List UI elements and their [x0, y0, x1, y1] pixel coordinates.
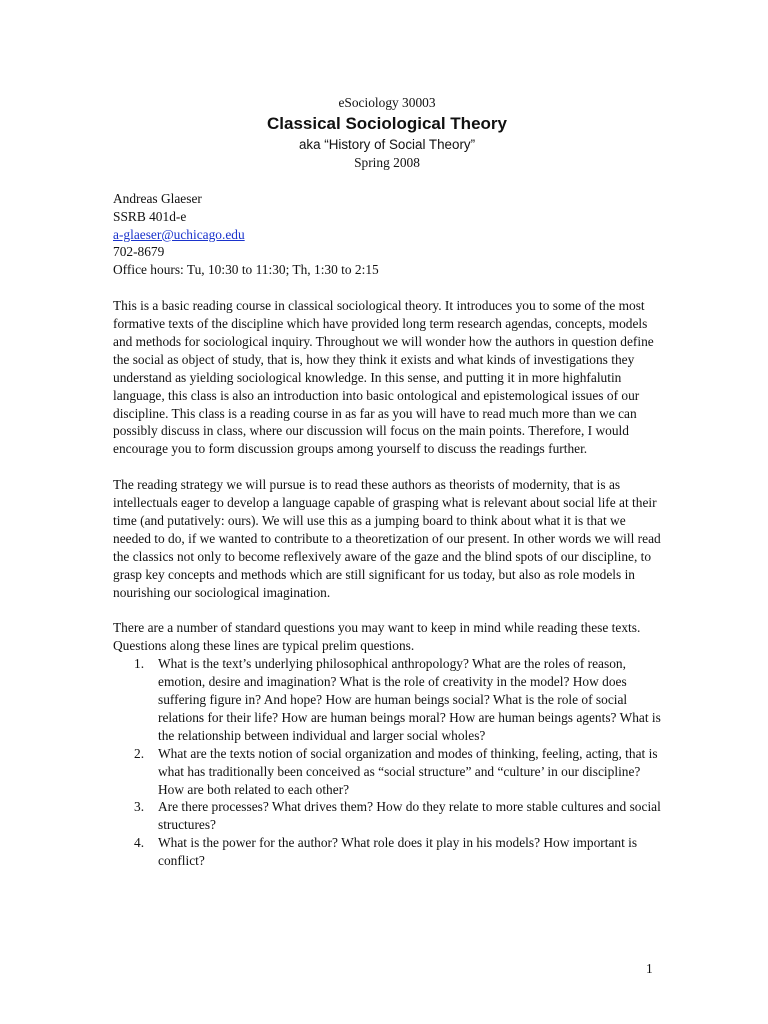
spacer	[113, 279, 661, 297]
list-item	[113, 655, 661, 745]
list-item-text: Are there processes? What drives them? How do they relate to more stable cultures and social structures?	[158, 799, 661, 833]
question-list	[113, 655, 661, 870]
spacer	[113, 602, 661, 620]
spacer	[113, 458, 661, 476]
course-term: Spring 2008	[354, 154, 420, 170]
course-code: eSociology 30003	[338, 95, 436, 110]
instructor-name: Andreas Glaeser	[113, 190, 202, 206]
instructor-email-link[interactable]: a-glaeser@uchicago.edu	[113, 226, 245, 242]
document-body	[113, 94, 661, 870]
list-item	[113, 798, 661, 834]
list-item-text: What is the text’s underlying philosophical anthropology? What are the roles of reason, emotion, desire and imagination? What is the role of creativity in the model? How does suffering figure in? And hope? How are human beings social? What is the role of social relations for their life? How are human beings moral? How are human beings agents? What is the relationship between individual and larger social wholes?	[158, 656, 661, 743]
instructor-phone: 702-8679	[113, 244, 165, 260]
list-item-text: What is the power for the author? What role does it play in his models? How important is conflict?	[158, 835, 638, 869]
page-number: 1	[646, 961, 653, 976]
course-title: Classical Sociological Theory	[267, 113, 507, 133]
list-item-text: What are the texts notion of social organization and modes of thinking, feeling, acting, that is what has traditionally been conceived as “social structure” and “culture’ in our discipline? How are both related to each other?	[158, 745, 658, 797]
spacer	[113, 172, 661, 190]
list-item-number: 4.	[134, 835, 145, 851]
list-item-number: 1.	[134, 656, 145, 672]
instructor-office: SSRB 401d-e	[113, 208, 187, 224]
list-item	[113, 834, 661, 870]
course-aka: aka “History of Social Theory”	[298, 136, 476, 152]
instructor-block	[113, 190, 661, 280]
list-item	[113, 745, 661, 799]
list-item-number: 3.	[134, 799, 145, 815]
instructor-office-hours: Office hours: Tu, 10:30 to 11:30; Th, 1:30 to 2:15	[113, 262, 379, 278]
paragraph-intro: This is a basic reading course in classical sociological theory. It introduces you to some of the most formative texts of the discipline which have provided long term research agendas, concepts, models and methods for sociological inquiry. Throughout we will wonder how the authors in question define the social as object of study, that is, how they think it exists and what kinds of investigations they understand as yielding sociological knowledge. In this sense, and putting it in more highfalutin language, this class is also an introduction into basic ontological and epistemological issues of our discipline. This class is a reading course in as far as you will have to read much more than we can possibly discuss in class, where our discussion will focus on the main points. Therefore, I would encourage you to form discussion groups among yourself to discuss the readings further.	[113, 298, 654, 457]
list-item-number: 2.	[134, 745, 145, 761]
paragraph-reading-strategy: The reading strategy we will pursue is to read these authors as theorists of modernity, that is as intellectuals eager to develop a language capable of grasping what is relevant about social life at their time (and putatively: ours). We will use this as a jumping board to think about what it is that we needed to do, if we wanted to contribute to a theoretization of our present. In other words we will read the classics not only to become reflexively aware of the gaze and the blind spots of our discipline, to grasp key concepts and methods which are still significant for us today, but also as role models in nourishing our sociological imagination.	[113, 477, 661, 600]
paragraph-questions-intro: There are a number of standard questions you may want to keep in mind while reading these texts. Questions along these lines are typical prelim questions.	[113, 620, 641, 654]
